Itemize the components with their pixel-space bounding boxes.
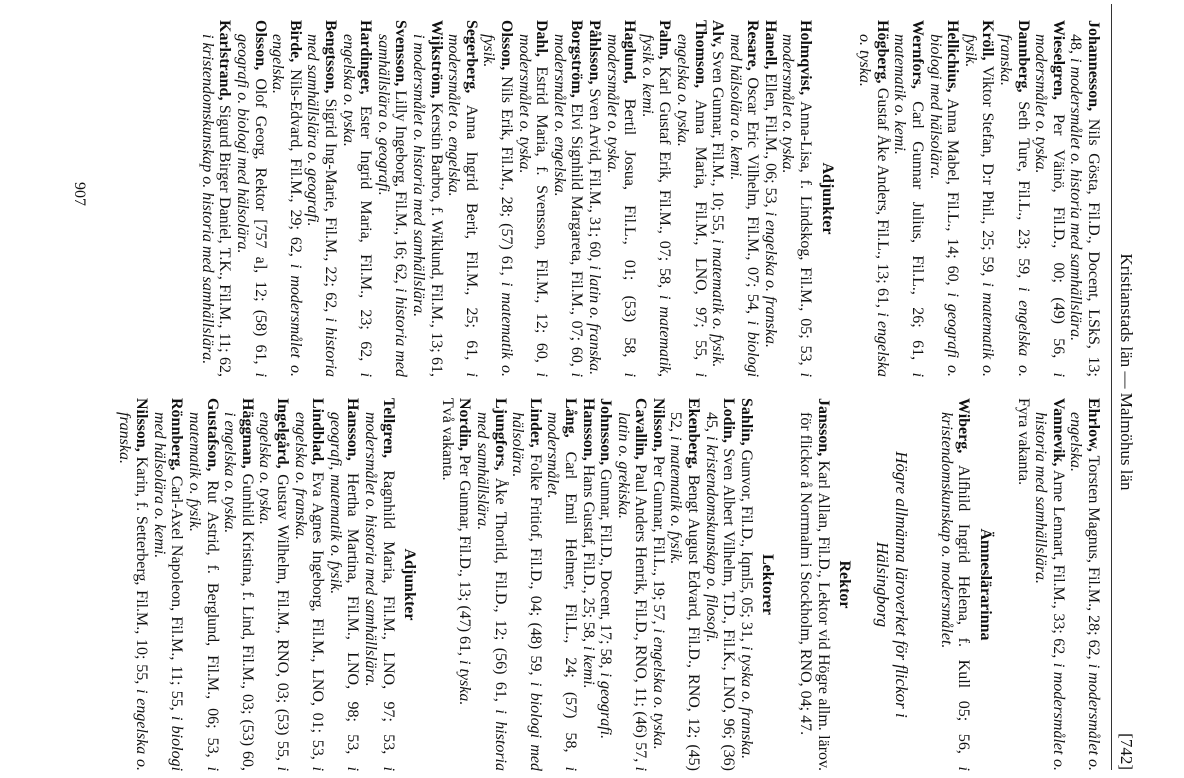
- staff-name: Gustafson,: [203, 398, 221, 472]
- staff-subjects: i modersmålet o. tyska.: [779, 34, 815, 378]
- staff-details: Gustav Wilhelm, Fil.M., RNO, 03; (53) 55,: [274, 474, 292, 761]
- staff-details: Oscar Eric Vilhelm, Fil.M., 07; 54,: [744, 77, 762, 315]
- staff-entry: [473, 398, 508, 771]
- staff-subjects: i matematik o. fysik.: [667, 436, 685, 565]
- page-number: 907: [71, 182, 88, 206]
- staff-details: Ester Ingrid Maria, Fil.M., 23; 62,: [357, 105, 375, 362]
- staff-name: Wiberg,: [955, 398, 973, 454]
- staff-name: Tellgren,: [379, 398, 397, 459]
- staff-subjects: i engelska o. franska.: [115, 412, 151, 772]
- running-header: [1111, 4, 1140, 770]
- staff-subjects: i matematik, fysik o. kemi.: [638, 34, 674, 378]
- staff-entry: [150, 398, 185, 771]
- staff-entry: [926, 20, 961, 377]
- staff-subjects: i biologi med hälsolära o. kemi.: [150, 412, 186, 772]
- staff-entry: [550, 20, 585, 377]
- staff-name: Högberg,: [873, 20, 891, 84]
- staff-name: Lång,: [561, 398, 579, 438]
- staff-entry: [1067, 398, 1102, 771]
- staff-entry: [456, 398, 474, 771]
- staff-name: Ingelgård,: [274, 398, 292, 469]
- staff-subjects: i latin o. franska.: [585, 265, 603, 376]
- staff-entry: [234, 20, 269, 377]
- staff-entry: [361, 398, 396, 771]
- staff-subjects: i modersmålet o. engelska.: [550, 34, 586, 378]
- staff-subjects: i engelska o. tyska.: [221, 412, 239, 534]
- staff-subjects: i engelska o. franska.: [291, 412, 327, 772]
- staff-subjects: i modersmålet o. historia med samhällslära.: [1067, 58, 1085, 342]
- staff-subjects: i modersmålet o. tyska.: [603, 34, 639, 378]
- staff-name: Hanell,: [761, 20, 779, 70]
- staff-details: Ellen, Fil.M., 06; 53,: [761, 73, 779, 208]
- staff-entry: [737, 398, 755, 771]
- staff-name: Thomson,: [691, 20, 709, 89]
- staff-entry: [667, 398, 702, 771]
- staff-subjects: i matematik o. fysik.: [186, 412, 221, 772]
- staff-entry: [702, 398, 737, 771]
- staff-subjects: i kristendomskunskap o. filosofi.: [702, 436, 720, 643]
- staff-subjects: i engelska o. tyska.: [339, 34, 375, 378]
- staff-details: Carl-Axel Napoleon, Fil.M., 11; 55,: [168, 475, 186, 711]
- staff-name: Alv,: [709, 20, 727, 48]
- staff-details: Gunhild Kristina, f. Lind, Fil.M., 03; (53) 60,: [238, 473, 256, 772]
- staff-details: Nils-Edvard, Fil.M., 29; 62,: [286, 69, 304, 257]
- staff-subjects: i modersmålet o. tyska.: [515, 34, 551, 377]
- staff-name: Hansson,: [344, 398, 362, 461]
- staff-details: Per Gunnar, Fil.L., 19; 57,: [649, 455, 667, 625]
- staff-subjects: i kemi.: [579, 646, 597, 689]
- staff-subjects: i geografi, matematik o. fysik.: [326, 412, 362, 772]
- vacancy-note: Två vakanta.: [438, 398, 456, 481]
- school-title: Högre allmänna läroverket för flickor i Hälsingborg: [873, 451, 912, 718]
- staff-entry: [673, 20, 708, 377]
- staff-entry: [891, 20, 926, 377]
- staff-entry: [796, 398, 831, 771]
- staff-subjects: i modersmålet o. historia med samhällslära.: [410, 34, 428, 318]
- staff-entry: [374, 20, 409, 377]
- staff-subjects: i tyska.: [456, 660, 474, 706]
- staff-name: Ljungfors,: [491, 398, 509, 471]
- staff-name: Sahlin,: [737, 398, 755, 446]
- staff-details: Sven Gunnar, Fil.M., 10; 55,: [709, 51, 727, 235]
- staff-name: Karlstrand,: [216, 20, 234, 101]
- staff-name: Borgström,: [568, 20, 586, 98]
- staff-entry: [198, 20, 233, 377]
- staff-details: Hans Gustaf, Fil.D., 25; 58,: [579, 464, 597, 643]
- staff-entry: [326, 398, 361, 771]
- staff-entry: [409, 20, 444, 377]
- staff-subjects: i modersmålet o. engelska.: [1067, 412, 1102, 771]
- staff-name: Olsson,: [498, 20, 515, 71]
- staff-name: Nilsson,: [649, 398, 667, 452]
- staff-entry: [339, 20, 374, 377]
- staff-name: Dannberg,: [1014, 20, 1032, 93]
- staff-entry: [544, 398, 579, 771]
- staff-entry: [1067, 20, 1102, 377]
- staff-name: Cavallin,: [632, 398, 650, 460]
- staff-name: Olsson,: [251, 20, 269, 71]
- staff-details: Per Gunnar, Fil.D., 13; (47) 61,: [456, 454, 474, 657]
- staff-details: Gustaf Åke Anders, Fil.L., 13; 61,: [873, 87, 891, 308]
- staff-subjects: i historia med samhällslära o. geografi.: [374, 34, 410, 378]
- staff-name: Holmqvist,: [797, 20, 815, 96]
- staff-details: Paul Anders Henrik, Fil.D., RNO, 11; (46) 57,: [632, 464, 650, 763]
- staff-name: Hellichius,: [944, 20, 962, 93]
- staff-details: Folke Fritiof, Fil.D., 04; (48) 59,: [526, 454, 544, 676]
- section-heading: Adjunkter: [401, 548, 419, 621]
- right-column: [115, 398, 1102, 771]
- staff-subjects: i engelska o. franska.: [997, 34, 1032, 378]
- staff-name: Hardinger,: [357, 20, 375, 95]
- staff-subjects: i modersmålet o. historia med samhällslära.: [1032, 412, 1067, 771]
- vacancy-note: Fyra vakanta.: [1014, 398, 1032, 486]
- staff-name: Johannesson,: [1085, 20, 1102, 112]
- staff-subjects: i kristendomskunskap o. historia med samhällslära.: [198, 34, 216, 365]
- staff-details: Anna Mabel, Fil.L., 14; 60,: [944, 98, 962, 286]
- section-heading: Adjunkter: [818, 162, 836, 235]
- staff-details: Viktor Stefan, D:r Phil., 25; 59,: [979, 65, 997, 277]
- staff-entry: [937, 398, 972, 771]
- staff-entry: [761, 20, 779, 377]
- staff-entry: [579, 398, 597, 771]
- staff-name: Rönnberg,: [168, 398, 186, 471]
- staff-name: Birde,: [286, 20, 304, 63]
- staff-details: Olof Georg, Rektor [757 a], 12; (58) 61,: [251, 78, 269, 365]
- staff-entry: [726, 20, 761, 377]
- staff-subjects: i historia med samhällslära.: [473, 412, 509, 771]
- staff-entry: [779, 20, 814, 377]
- staff-details: Bengt August Edvard, Fil.D., RNO, 12; (45) 52,: [667, 412, 703, 771]
- staff-details: Hertha Martina, Fil.M., LNO, 98; 53,: [344, 473, 362, 755]
- staff-entry: [614, 398, 649, 771]
- staff-details: Åke Thorild, Fil.D., 12; (56) 61,: [491, 477, 509, 702]
- staff-details: Bertil Josua, Fil.L., 01; (53) 58,: [621, 98, 639, 358]
- staff-entry: [185, 398, 220, 771]
- staff-name: Häggman,: [238, 398, 256, 469]
- staff-entry: [115, 398, 150, 771]
- staff-details: Lilly Ingeborg, Fil.M., 16; 62,: [392, 90, 410, 284]
- staff-details: Seth Ture, Fil.L., 23; 59,: [1014, 101, 1032, 279]
- staff-name: Johnsson,: [597, 398, 615, 466]
- staff-subjects: i geografi o. biologi med hälsolära.: [926, 34, 962, 377]
- staff-details: Gunvor, Fil.D., Iqml5, 05; 31,: [737, 449, 755, 642]
- staff-subjects: i biologi med hälsolära o. kemi.: [726, 34, 762, 378]
- staff-details: Nils Erik, Fil.M., 28; (57) 61,: [498, 76, 515, 276]
- staff-entry: [269, 20, 304, 377]
- staff-details: Rut Astrid, f. Berglund, Fil.M., 06; 53,: [203, 480, 221, 758]
- staff-entry: [304, 20, 339, 377]
- section-heading: Rektor: [836, 560, 854, 609]
- header-page-ref: [742]: [1117, 733, 1136, 770]
- staff-name: Lodin,: [720, 398, 738, 443]
- staff-entry: [445, 20, 480, 377]
- staff-name: Wijkström,: [427, 20, 445, 99]
- staff-name: Svensson,: [392, 20, 410, 87]
- staff-subjects: i modersmålet.: [544, 412, 579, 772]
- staff-subjects: i latin o. grekiska.: [614, 412, 650, 772]
- staff-entry: [603, 20, 638, 377]
- staff-name: Dahl,: [533, 20, 551, 57]
- staff-subjects: i modersmålet o. tyska.: [1032, 34, 1067, 378]
- staff-details: Sven Albert Vilhelm, T.D., Fil.K., LNO, 96; (36) 45,: [702, 412, 738, 772]
- staff-entry: [856, 20, 891, 377]
- staff-details: Torsten Magnus, Fil.M., 28; 62,: [1085, 455, 1102, 660]
- staff-subjects: i tyska o. franska.: [737, 645, 755, 760]
- staff-name: Resare,: [744, 20, 762, 71]
- section-heading: Ämneslärarinna: [977, 528, 995, 641]
- staff-name: Hansson,: [579, 398, 597, 461]
- staff-subjects: i geografi.: [597, 672, 615, 740]
- staff-entry: [649, 398, 667, 771]
- staff-subjects: i biologi med hälsolära.: [509, 412, 544, 772]
- staff-entry: [709, 20, 727, 377]
- staff-details: Eva Agnes Ingeborg, Fil.M., LNO, 01; 53,: [309, 471, 327, 760]
- staff-details: Sven Arvid, Fil.M., 31; 60,: [585, 88, 603, 262]
- staff-subjects: i matematik o. kemi.: [891, 34, 927, 378]
- staff-name: Haglund,: [621, 20, 639, 84]
- staff-subjects: i kristendomskunskap o. modersmålet.: [937, 412, 973, 771]
- staff-subjects: i engelska o. tyska.: [256, 412, 292, 772]
- left-column: [198, 20, 1102, 377]
- staff-name: Palm,: [656, 20, 674, 60]
- staff-details: Alfhild Ingrid Helena, f. Kull 05; 56,: [955, 465, 973, 754]
- staff-subjects: i engelska o. tyska.: [649, 628, 667, 750]
- staff-details: Karl Allan, Fil.D., Lektor vid Högre allm. lärov. för flickor å Norrmalm i Stockholm, RNO, 04; 47.: [797, 412, 832, 771]
- staff-subjects: i modersmålet o. historia med samhällslära.: [362, 412, 397, 772]
- staff-name: Lindblad,: [309, 398, 327, 466]
- staff-subjects: i geografi o. biologi med hälsolära.: [234, 34, 269, 378]
- staff-entry: [509, 398, 544, 771]
- staff-details: Elvi Signhild Margareta, Fil.M., 07; 60,: [568, 103, 586, 367]
- staff-name: Nilsson,: [133, 398, 151, 452]
- staff-entry: [256, 398, 291, 771]
- staff-details: Per Väinö, Fil.D., 00; (49) 56,: [1049, 114, 1067, 359]
- staff-entry: [480, 20, 515, 377]
- staff-details: Gunnar, Fil.D., Docent, 17; 58,: [597, 469, 615, 669]
- staff-subjects: i matematik o. fysik.: [480, 34, 515, 378]
- staff-name: Ekenberg,: [685, 398, 703, 469]
- staff-name: Jansson,: [814, 398, 832, 457]
- staff-details: Sigurd Birger Daniel, T.K., Fil.M., 11; 62,: [216, 104, 234, 378]
- staff-name: Kröll,: [979, 20, 997, 61]
- staff-name: Linder,: [526, 398, 544, 448]
- staff-name: Segerberg,: [462, 20, 480, 94]
- staff-details: Estrid Maria, f. Svensson, Fil.M., 12; 60,: [533, 66, 551, 363]
- staff-details: Anna Ingrid Berit, Fil.M., 25; 61,: [462, 104, 480, 361]
- staff-name: Vannevik,: [1049, 398, 1067, 467]
- staff-subjects: i modersmålet o. engelska.: [445, 34, 480, 377]
- staff-entry: [961, 20, 996, 377]
- staff-entry: [638, 20, 673, 377]
- staff-details: Anna-Lisa, f. Lindskog, Fil.M., 05; 53,: [797, 101, 815, 366]
- staff-details: Carl Emil Helmer, Fil.L., 24; (57) 58,: [561, 451, 579, 753]
- staff-entry: [996, 20, 1031, 377]
- staff-details: Arne Lennart, Fil.M., 33; 62,: [1049, 469, 1067, 659]
- staff-entry: [585, 20, 603, 377]
- staff-name: Wernfors,: [909, 20, 927, 89]
- staff-subjects: i engelska o. tyska.: [856, 34, 891, 377]
- staff-name: Nordin,: [456, 398, 474, 451]
- staff-details: Ragnhild Maria, Fil.M., LNO, 97; 53,: [379, 470, 397, 755]
- staff-subjects: i modersmålet o. engelska.: [269, 34, 304, 377]
- section-heading: Lektorer: [759, 553, 777, 615]
- staff-subjects: i engelska o. tyska.: [673, 34, 709, 378]
- staff-entry: [1032, 398, 1067, 771]
- staff-name: Ehrlow,: [1085, 398, 1102, 452]
- staff-name: Påhlsson,: [585, 20, 603, 85]
- staff-details: Karl Gustaf Erik, Fil.M., 07; 58,: [656, 66, 674, 289]
- staff-entry: [597, 398, 615, 771]
- staff-entry: [221, 398, 256, 771]
- staff-details: Carl Gunnar Julius, Fil.L., 26; 61,: [909, 101, 927, 361]
- header-title: Kristianstads län — Malmöhus län: [1117, 253, 1136, 491]
- staff-subjects: i historia med samhällslära o. geografi.: [304, 34, 340, 377]
- staff-subjects: i matematik o. fysik.: [961, 34, 997, 378]
- staff-details: Kerstin Barbro, f. Wiklund, Fil.M., 13; 61,: [427, 102, 445, 378]
- staff-details: Nils Gösta, Fil.D., Docent, LSkS, 13; 48,: [1067, 34, 1102, 378]
- staff-details: Karin, f. Setterberg, Fil.M., 10; 55,: [133, 456, 151, 685]
- staff-details: Anna Maria, Fil.M., LNO, 97; 55,: [691, 99, 709, 361]
- staff-entry: [515, 20, 550, 377]
- staff-details: Sigrid Ing-Marie, Fil.M., 22; 62,: [322, 98, 340, 313]
- staff-subjects: i engelska o. franska.: [761, 211, 779, 348]
- staff-name: Wieselgren,: [1049, 20, 1067, 100]
- staff-name: Bengtsson,: [322, 20, 340, 94]
- staff-entry: [1032, 20, 1067, 377]
- staff-entry: [291, 398, 326, 771]
- staff-subjects: i matematik o. fysik.: [709, 238, 727, 368]
